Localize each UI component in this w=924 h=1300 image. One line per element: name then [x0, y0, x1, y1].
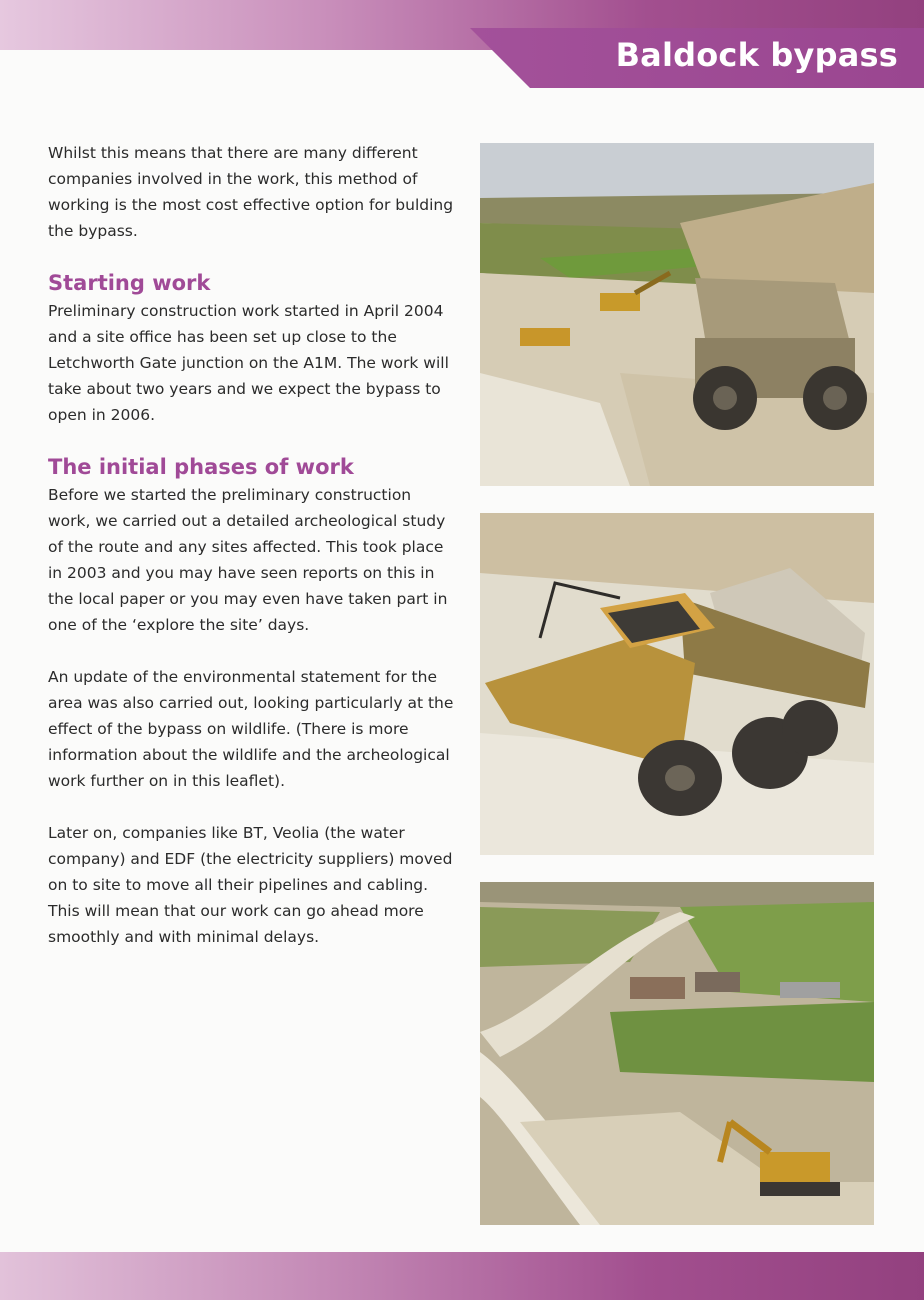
environment-paragraph: An update of the environmental statement for the area was also carried out, looking particularly at the effect of the bypass on wildlife. (There is more information about the wildlife and the archeological work further on in this leaflet).: [48, 668, 454, 790]
utilities-paragraph: Later on, companies like BT, Veolia (the water company) and EDF (the electricity suppliers) moved on to site to move all their pipelines and cabling. This will mean that our work can go ahead more smoothly and with minimal delays.: [48, 824, 453, 946]
archeology-paragraph: Before we started the preliminary construction work, we carried out a detailed archeological study of the route and any sites affected. This took place in 2003 and you may have seen reports on this in the local paper or you may even have taken part in one of the ‘explore the site’ days.: [48, 486, 448, 634]
heading-initial-phases: The initial phases of work: [48, 455, 354, 479]
photo-articulated-dump-truck: [480, 513, 874, 855]
photo-dump-truck-haul-road: [480, 143, 874, 486]
intro-paragraph: Whilst this means that there are many different companies involved in the work, this method of working is the most cost effective option for bulding the bypass.: [48, 144, 454, 240]
starting-work-paragraph: Preliminary construction work started in April 2004 and a site office has been set up close to the Letchworth Gate junction on the A1M. The work will take about two years and we expect the bypass to open in 2006.: [48, 302, 449, 424]
page-title: Baldock bypass: [615, 36, 898, 74]
heading-starting-work: Starting work: [48, 271, 211, 295]
text-column: [48, 140, 458, 950]
footer-band: [0, 1252, 924, 1300]
photo-aerial-route: [480, 882, 874, 1225]
